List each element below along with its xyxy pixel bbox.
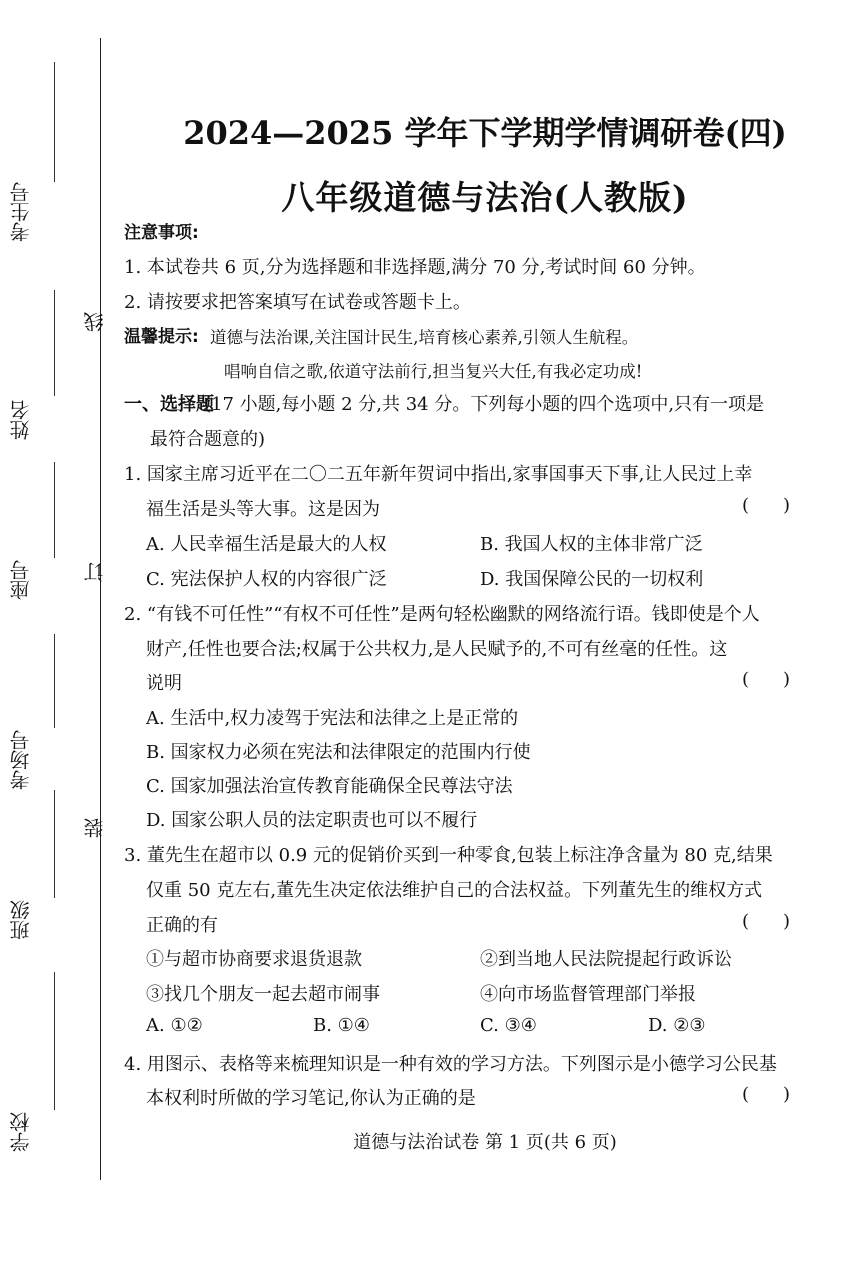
- cut-mark-staple: 装: [83, 818, 107, 838]
- field-label-school: 学校: [9, 1112, 33, 1152]
- section-intro-1: (17 小题,每小题 2 分,共 34 分。下列每小题的四个选项中,只有一项是: [204, 394, 765, 415]
- field-rule: [54, 290, 55, 396]
- option-a: A. ①②: [146, 1015, 203, 1036]
- page-footer: 道德与法治试卷 第 1 页(共 6 页): [353, 1132, 617, 1153]
- binding-line: [100, 38, 101, 1180]
- section-heading: 一、选择题: [124, 394, 214, 415]
- field-label-seat: 座号: [9, 560, 33, 600]
- tip-line-1: 道德与法治课,关注国计民生,培育核心素养,引领人生航程。: [210, 328, 639, 347]
- option-b: B. 我国人权的主体非常广泛: [480, 534, 703, 555]
- answer-paren: (): [741, 911, 824, 932]
- tip-label: 温馨提示:: [124, 327, 199, 347]
- answer-paren: (): [741, 1084, 824, 1105]
- option-c: C. 国家加强法治宣传教育能确保全民尊法守法: [146, 776, 513, 797]
- question-3-line-3: 正确的有: [146, 915, 218, 936]
- field-label-name: 姓名: [9, 400, 33, 440]
- question-1-line-1: 1. 国家主席习近平在二〇二五年新年贺词中指出,家事国事天下事,让人民过上幸: [124, 464, 753, 485]
- question-4-line-1: 4. 用图示、表格等来梳理知识是一种有效的学习方法。下列图示是小德学习公民基: [124, 1054, 777, 1075]
- field-rule: [54, 62, 55, 182]
- option-a: A. 生活中,权力凌驾于宪法和法律之上是正常的: [146, 708, 519, 729]
- cut-mark-line: 线: [83, 312, 107, 332]
- option-a: A. 人民幸福生活是最大的人权: [146, 534, 387, 555]
- option-b: B. 国家权力必须在宪法和法律限定的范围内行使: [146, 742, 531, 763]
- exam-title: 2024—2025 学年下学期学情调研卷(四): [183, 114, 787, 152]
- question-3-line-1: 3. 董先生在超市以 0.9 元的促销价买到一种零食,包装上标注净含量为 80 克,结果: [124, 845, 773, 866]
- section-intro-2: 最符合题意的): [150, 429, 266, 450]
- statement-3: ③找几个朋友一起去超市闹事: [146, 984, 380, 1005]
- field-label-exam-room: 考场号: [9, 730, 33, 790]
- question-4-line-2: 本权利时所做的学习笔记,你认为正确的是: [146, 1088, 476, 1109]
- question-2-line-3: 说明: [146, 673, 182, 694]
- question-1-line-2: 福生活是头等大事。这是因为: [146, 499, 380, 520]
- cut-mark-bind: 订: [83, 562, 107, 582]
- notes-item-1: 1. 本试卷共 6 页,分为选择题和非选择题,满分 70 分,考试时间 60 分钟。: [124, 257, 706, 278]
- field-rule: [54, 462, 55, 558]
- notes-item-2: 2. 请按要求把答案填写在试卷或答题卡上。: [124, 292, 471, 313]
- question-2-line-2: 财产,任性也要合法;权属于公共权力,是人民赋予的,不可有丝毫的任性。这: [146, 639, 728, 660]
- field-rule: [54, 972, 55, 1110]
- option-c: C. ③④: [480, 1015, 537, 1036]
- question-2-line-1: 2. “有钱不可任性”“有权不可任性”是两句轻松幽默的网络流行语。钱即使是个人: [124, 604, 760, 625]
- tip-line-2: 唱响自信之歌,依道守法前行,担当复兴大任,有我必定功成!: [224, 362, 643, 381]
- field-label-candidate-number: 考生号: [9, 182, 33, 242]
- option-d: D. 国家公职人员的法定职责也可以不履行: [146, 810, 478, 831]
- option-c: C. 宪法保护人权的内容很广泛: [146, 569, 387, 590]
- answer-paren: (): [741, 495, 824, 516]
- statement-2: ②到当地人民法院提起行政诉讼: [480, 949, 732, 970]
- field-rule: [54, 634, 55, 728]
- answer-paren: (): [741, 669, 824, 690]
- option-d: D. 我国保障公民的一切权利: [480, 569, 704, 590]
- notes-heading: 注意事项:: [124, 223, 199, 243]
- question-3-line-2: 仅重 50 克左右,董先生决定依法维护自己的合法权益。下列董先生的维权方式: [146, 880, 763, 901]
- exam-subtitle: 八年级道德与法治(人教版): [281, 178, 689, 217]
- option-d: D. ②③: [648, 1015, 706, 1036]
- statement-4: ④向市场监督管理部门举报: [480, 984, 696, 1005]
- option-b: B. ①④: [313, 1015, 370, 1036]
- field-label-class: 班级: [9, 900, 33, 940]
- statement-1: ①与超市协商要求退货退款: [146, 949, 362, 970]
- field-rule: [54, 790, 55, 898]
